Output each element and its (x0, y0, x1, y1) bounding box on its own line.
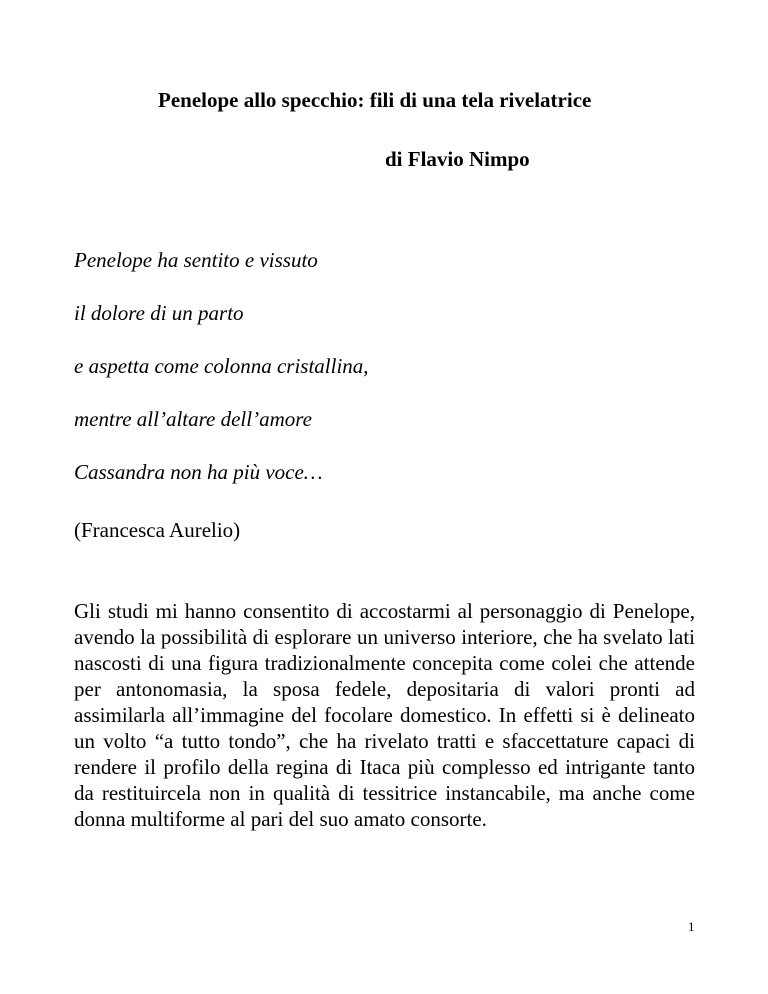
poem-line: Cassandra non ha più voce… (74, 460, 323, 484)
poem-line: Penelope ha sentito e vissuto (74, 248, 318, 272)
document-author: di Flavio Nimpo (385, 147, 530, 171)
epigraph-attribution: (Francesca Aurelio) (74, 518, 241, 542)
poem-line: il dolore di un parto (74, 301, 244, 325)
poem-line: e aspetta come colonna cristallina, (74, 354, 369, 378)
epigraph-poem (74, 248, 369, 513)
body-paragraph: Gli studi mi hanno consentito di accostarmi al personaggio di Penelope, avendo la possibilità di esplorare un universo interiore, che ha svelato lati nascosti di una figura tradizionalmente concepita come colei che attende per antonomasia, la sposa fedele, depositaria di valori pronti ad assimilarla all’immagine del focolare domestico. In effetti si è delineato un volto “a tutto tondo”, che ha rivelato tratti e sfaccettature capaci di rendere il profilo della regina di Itaca più complesso ed intrigante tanto da restituircela non in qualità di tessitrice instancabile, ma anche come donna multiforme al pari del suo amato consorte. (74, 599, 695, 831)
page-number: 1 (688, 919, 695, 934)
document-title: Penelope allo specchio: fili di una tela rivelatrice (158, 88, 592, 112)
poem-line: mentre all’altare dell’amore (74, 407, 312, 431)
